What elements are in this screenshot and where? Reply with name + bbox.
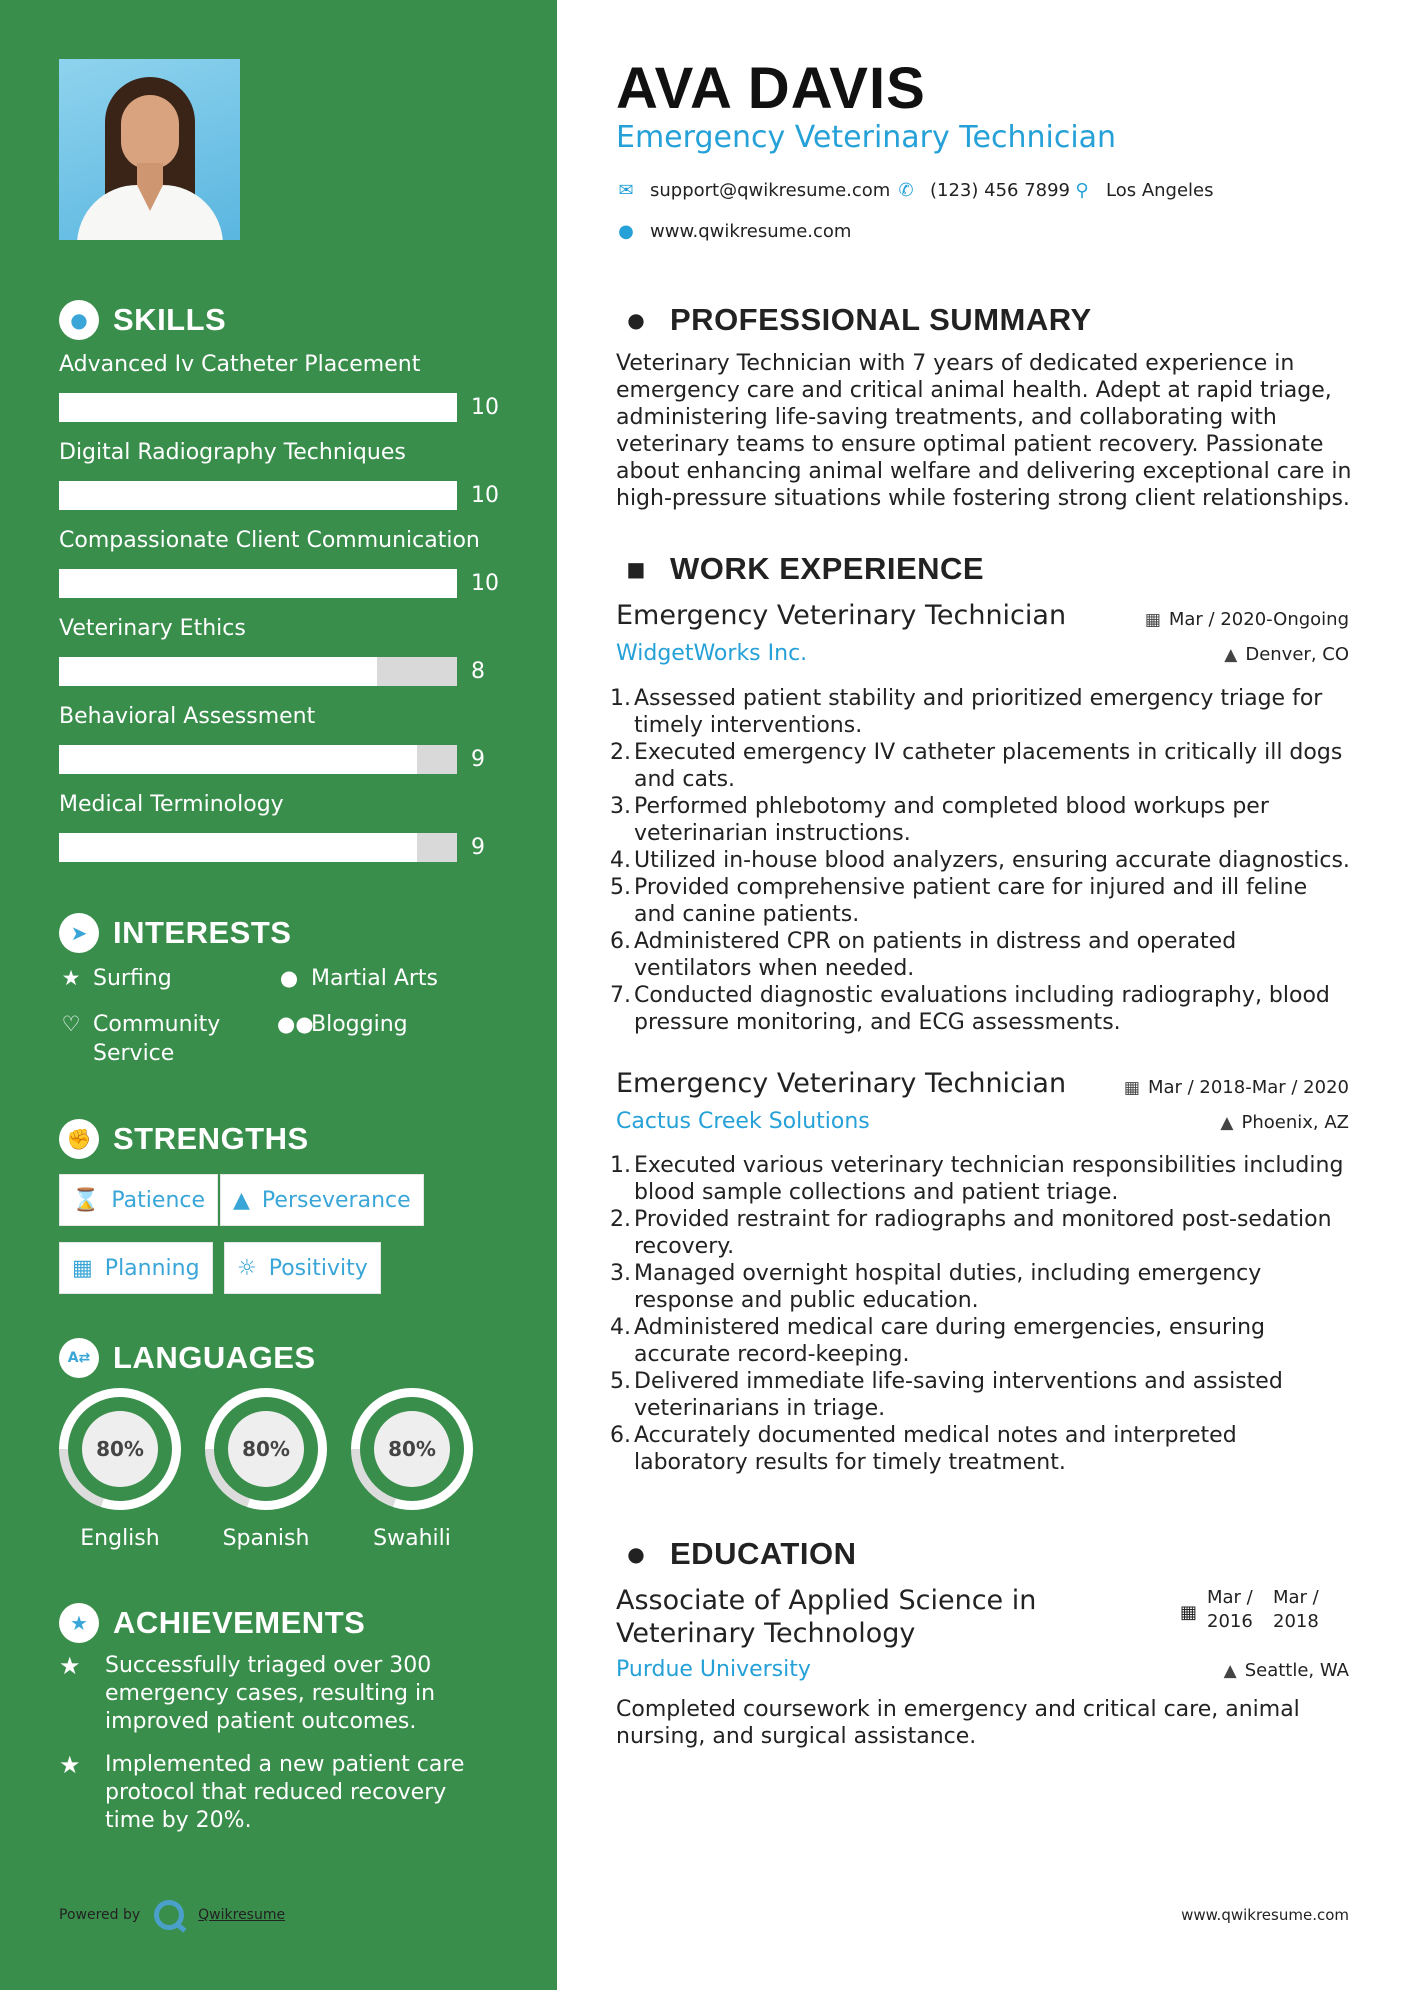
contact-website <box>616 221 851 242</box>
edu-date-part: 2016 <box>1207 1611 1253 1632</box>
job-location-text: Phoenix, AZ <box>1241 1112 1349 1133</box>
skill-bar-fill <box>59 833 417 862</box>
pushpin-icon: ▲ <box>1220 1112 1234 1133</box>
location-text: Los Angeles <box>1106 180 1214 201</box>
star-fast-icon: ★ <box>59 1751 81 1779</box>
strengths-title: STRENGTHS <box>113 1121 309 1156</box>
skill-item <box>59 440 499 508</box>
skill-item <box>59 704 499 772</box>
email-text[interactable]: support@qwikresume.com <box>650 180 891 201</box>
language-name: Spanish <box>222 1526 310 1551</box>
strength-label: Planning <box>104 1255 200 1281</box>
fist-icon: ✊ <box>59 1119 99 1159</box>
edu-location <box>1224 1660 1349 1681</box>
globe-icon: ● <box>618 221 634 242</box>
powered-by <box>59 1900 285 1930</box>
skill-value: 10 <box>471 395 499 420</box>
list-item: Accurately documented medical notes and interpreted laboratory results for timely treatment. <box>634 1423 1237 1475</box>
calendar-icon: ▦ <box>1144 609 1161 630</box>
qwikresume-logo-icon <box>154 1900 184 1930</box>
interest-label-line: Service <box>93 1041 175 1066</box>
phone-text[interactable]: (123) 456 7899 <box>930 180 1071 201</box>
qwikresume-link[interactable]: Qwikresume <box>198 1907 286 1923</box>
interest-label: Blogging <box>311 1012 408 1037</box>
skill-bar-fill <box>59 393 457 422</box>
user-icon: ● <box>627 308 645 332</box>
edu-date-part: Mar / <box>1273 1587 1319 1608</box>
calendar-icon: ▦ <box>72 1255 93 1281</box>
star-badge-icon: ★ <box>59 1603 99 1643</box>
language-icon: A⇄ <box>59 1338 99 1378</box>
sidebar <box>0 0 557 1990</box>
achievement-text: Implemented a new patient care protocol that reduced recovery time by 20%. <box>105 1752 465 1833</box>
calendar-icon: ▦ <box>1123 1077 1140 1098</box>
job-duties-list <box>610 685 1355 1036</box>
website-text[interactable]: www.qwikresume.com <box>650 221 852 242</box>
edu-date-part: Mar / <box>1207 1587 1253 1608</box>
education-header <box>616 1534 856 1574</box>
summary-title: PROFESSIONAL SUMMARY <box>670 302 1092 337</box>
star-icon: ★ <box>61 966 81 990</box>
list-item: Executed emergency IV catheter placements in critically ill dogs and cats. <box>634 740 1343 792</box>
language-item <box>351 1388 473 1551</box>
list-item: Conducted diagnostic evaluations including radiography, blood pressure monitoring, and ECG assessments. <box>634 983 1330 1035</box>
skill-bar-fill <box>59 569 457 598</box>
skill-item <box>59 792 499 860</box>
skill-bar <box>59 393 457 422</box>
interests-header <box>59 913 291 953</box>
job-date-text: Mar / 2020-Ongoing <box>1168 609 1349 630</box>
language-item <box>59 1388 181 1551</box>
skill-name: Medical Terminology <box>59 792 284 817</box>
skill-bar <box>59 833 457 862</box>
contact-location <box>1072 180 1214 201</box>
skill-bar <box>59 569 457 598</box>
interest-label <box>93 1010 220 1068</box>
job-title: Emergency Veterinary Technician <box>616 1068 1067 1099</box>
skill-item <box>59 616 499 684</box>
language-name: English <box>80 1526 160 1551</box>
star-fast-icon: ★ <box>59 1652 81 1680</box>
map-marker-icon: ⚲ <box>1075 180 1089 201</box>
skill-bar-fill <box>59 481 457 510</box>
interests-title: INTERESTS <box>113 915 292 950</box>
strengths-header <box>59 1119 309 1159</box>
skill-bar <box>59 745 457 774</box>
calendar-icon: ▦ <box>1180 1602 1198 1623</box>
skill-value: 10 <box>471 483 499 508</box>
language-ring <box>205 1388 327 1510</box>
list-item: Performed phlebotomy and completed blood workups per veterinarian instructions. <box>634 794 1269 846</box>
strength-label: Patience <box>111 1187 206 1213</box>
job-company: Cactus Creek Solutions <box>616 1109 870 1134</box>
pushpin-icon: ▲ <box>1224 644 1238 665</box>
language-name: Swahili <box>373 1526 451 1551</box>
skill-item <box>59 528 499 596</box>
list-item: Provided comprehensive patient care for injured and ill feline and canine patients. <box>634 875 1308 927</box>
skill-value: 8 <box>471 659 485 684</box>
summary-header <box>616 300 1092 340</box>
summary-text: Veterinary Technician with 7 years of dedicated experience in emergency care and critical animal health. Adept at rapid triage, administering life-saving treatments, and collaborating with veterinary teams to ensure optimal patient recovery. Passionate about enhancing animal welfare and delivering exceptional care in high-pressure situations while fostering strong client relationships. <box>616 351 1352 511</box>
list-item: Managed overnight hospital duties, including emergency response and public education. <box>634 1261 1262 1313</box>
profile-photo <box>59 59 240 240</box>
skill-value: 10 <box>471 571 499 596</box>
work-title: WORK EXPERIENCE <box>670 551 985 586</box>
footer-url[interactable]: www.qwikresume.com <box>1181 1906 1349 1924</box>
contact-email <box>616 180 890 201</box>
interest-item <box>277 964 438 993</box>
strength-chip <box>59 1242 213 1294</box>
achievement-item <box>59 1652 499 1736</box>
edu-location-text: Seattle, WA <box>1244 1660 1349 1681</box>
skill-item <box>59 352 499 420</box>
job-duties-list <box>610 1152 1355 1476</box>
job-company: WidgetWorks Inc. <box>616 641 808 666</box>
language-ring <box>59 1388 181 1510</box>
skill-name: Veterinary Ethics <box>59 616 246 641</box>
list-item: Provided restraint for radiographs and monitored post-sedation recovery. <box>634 1207 1332 1259</box>
strength-chip <box>224 1242 381 1294</box>
job-date <box>1145 609 1349 630</box>
group-icon: ●● <box>277 1012 314 1036</box>
strength-label: Perseverance <box>261 1187 411 1213</box>
candidate-role: Emergency Veterinary Technician <box>616 120 1117 155</box>
hourglass-icon: ⌛ <box>72 1187 100 1213</box>
degree-title <box>616 1584 1036 1650</box>
achievement-item <box>59 1751 499 1835</box>
list-item: Administered CPR on patients in distress and operated ventilators when needed. <box>634 929 1237 981</box>
candidate-name: AVA DAVIS <box>616 56 926 121</box>
globe-icon: ● <box>279 966 299 990</box>
skill-bar <box>59 657 457 686</box>
degree-line: Associate of Applied Science in <box>616 1585 1037 1616</box>
languages-header <box>59 1338 316 1378</box>
skill-bar-fill <box>59 657 377 686</box>
skills-title: SKILLS <box>113 302 227 337</box>
skill-bar-fill <box>59 745 417 774</box>
strength-chip <box>220 1174 424 1226</box>
skills-header <box>59 300 226 340</box>
skill-name: Advanced Iv Catheter Placement <box>59 352 421 377</box>
skill-bar <box>59 481 457 510</box>
skill-value: 9 <box>471 747 485 772</box>
interest-item <box>59 964 172 993</box>
lightbulb-icon: ● <box>59 300 99 340</box>
work-header <box>616 549 984 589</box>
language-ring <box>351 1388 473 1510</box>
education-description: Completed coursework in emergency and critical care, animal nursing, and surgical assistance. <box>616 1697 1300 1749</box>
list-item: Assessed patient stability and prioritized emergency triage for timely interventions. <box>634 686 1323 738</box>
skill-value: 9 <box>471 835 485 860</box>
achievement-text: Successfully triaged over 300 emergency cases, resulting in improved patient outcomes. <box>105 1653 436 1734</box>
road-icon: ▲ <box>233 1187 250 1213</box>
achievements-header <box>59 1603 365 1643</box>
job-location <box>1220 1112 1349 1133</box>
edu-date-part: 2018 <box>1273 1611 1319 1632</box>
language-percent: 80% <box>82 1411 158 1487</box>
education-title: EDUCATION <box>670 1536 857 1571</box>
degree-line: Veterinary Technology <box>616 1618 916 1649</box>
edu-start-date <box>1207 1586 1253 1634</box>
skill-name: Compassionate Client Communication <box>59 528 480 553</box>
briefcase-icon: ■ <box>626 557 646 581</box>
edu-end-date <box>1273 1586 1319 1634</box>
achievements-title: ACHIEVEMENTS <box>113 1605 366 1640</box>
skill-name: Digital Radiography Techniques <box>59 440 406 465</box>
language-percent: 80% <box>374 1411 450 1487</box>
envelope-icon: ✉ <box>618 180 634 201</box>
pushpin-icon: ▲ <box>1223 1660 1237 1681</box>
job-location-text: Denver, CO <box>1245 644 1349 665</box>
interest-label-line: Community <box>93 1012 221 1037</box>
interest-label: Martial Arts <box>311 966 439 991</box>
school-name: Purdue University <box>616 1657 811 1682</box>
job-date-text: Mar / 2018-Mar / 2020 <box>1147 1077 1349 1098</box>
list-item: Delivered immediate life-saving interventions and assisted veterinarians in triage. <box>634 1369 1283 1421</box>
phone-icon: ✆ <box>898 180 914 201</box>
list-item: Utilized in-house blood analyzers, ensuring accurate diagnostics. <box>634 848 1350 873</box>
job-title: Emergency Veterinary Technician <box>616 600 1067 631</box>
language-item <box>205 1388 327 1551</box>
interest-item <box>59 1010 220 1068</box>
job-location <box>1224 644 1349 665</box>
strength-chip <box>59 1174 218 1226</box>
interest-item <box>277 1010 408 1039</box>
language-percent: 80% <box>228 1411 304 1487</box>
interest-label: Surfing <box>93 966 172 991</box>
graduate-icon: ● <box>627 1542 645 1566</box>
powered-by-label: Powered by <box>59 1907 141 1923</box>
circle-notch-icon: ☼ <box>237 1255 257 1281</box>
contact-phone <box>896 180 1070 201</box>
list-item: Executed various veterinary technician responsibilities including blood sample collections and patient triage. <box>634 1153 1344 1205</box>
paper-plane-icon: ➤ <box>59 913 99 953</box>
heart-icon: ♡ <box>61 1012 81 1036</box>
job-date <box>1124 1077 1349 1098</box>
languages-title: LANGUAGES <box>113 1340 316 1375</box>
list-item: Administered medical care during emergencies, ensuring accurate record-keeping. <box>634 1315 1266 1367</box>
skill-name: Behavioral Assessment <box>59 704 316 729</box>
strength-label: Positivity <box>268 1255 368 1281</box>
